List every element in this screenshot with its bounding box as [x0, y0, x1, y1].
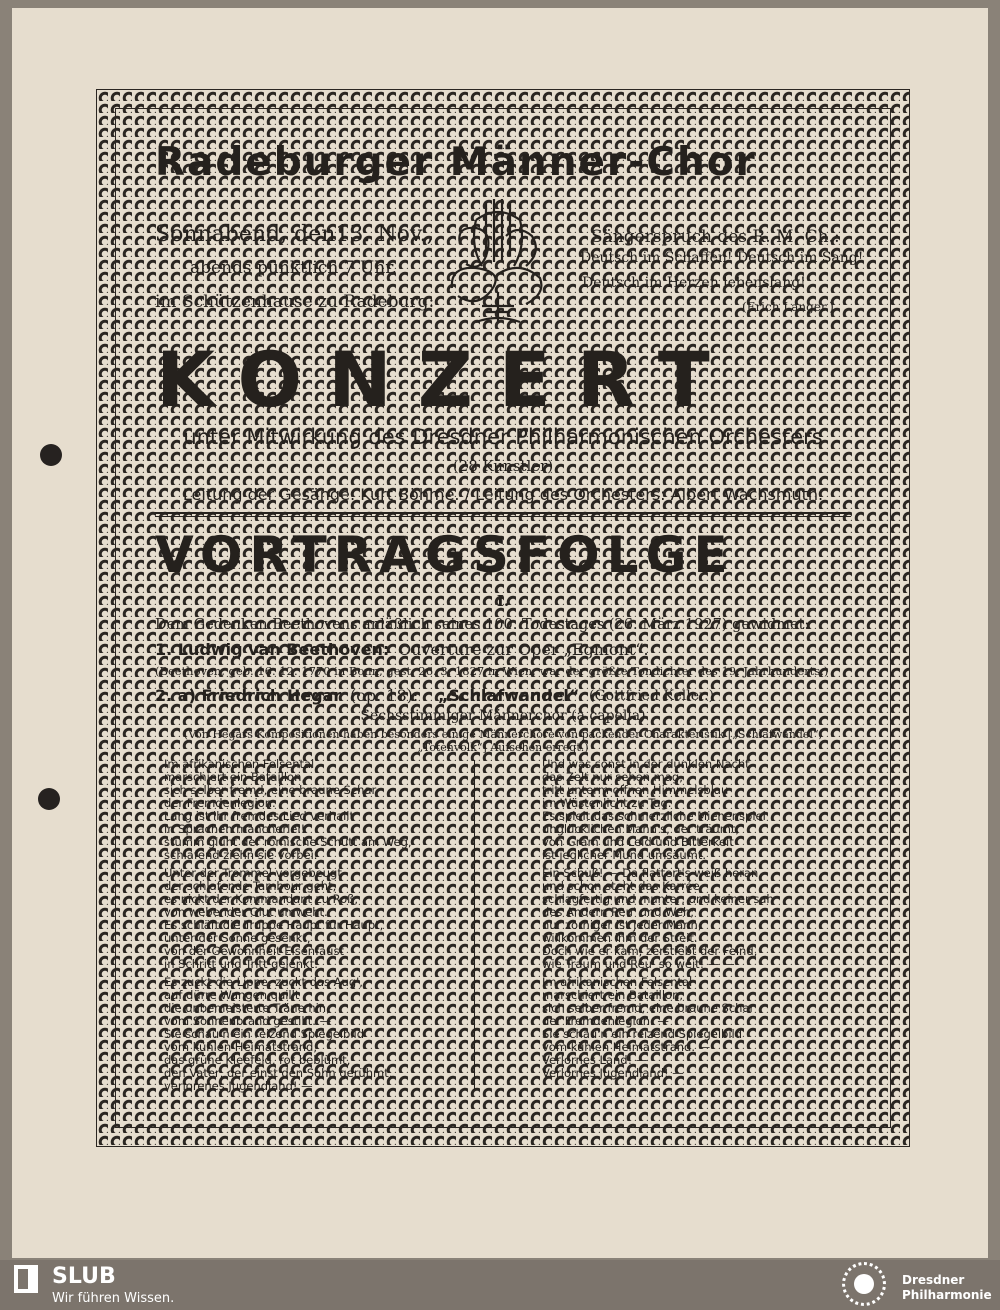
poem-line: Sie schau'n ein reizend Spiegelbild	[164, 1027, 365, 1041]
poem-right-column	[542, 758, 774, 1085]
motto-title: Sängerspruch des R. M.-Ch.:	[591, 227, 840, 247]
poem-line: der Fremdenlegion.	[164, 796, 276, 810]
punch-hole	[40, 444, 62, 466]
poem-line: Sie schau'n ein reizend Spiegelbild	[542, 1027, 743, 1041]
poem-line: vom kühlen Heimatstrand. —	[542, 1040, 711, 1054]
poem-line: Unter der Trommel vorgebeugt	[164, 866, 342, 880]
poem-line: von webender Glut umweht.	[164, 905, 328, 919]
musicians-count: (28 Künstler)	[452, 457, 554, 475]
library-slogan: Wir führen Wissen.	[52, 1291, 175, 1306]
poem-line: stumm glüht der römische Schutt am Weg,	[164, 835, 412, 849]
poem-line: in Sprachen mancherlei!	[164, 822, 306, 836]
punch-hole	[38, 788, 60, 810]
item-2-note-2: „Totenvolk“] Aufsehen erregt.)	[417, 741, 589, 754]
dedication-line: Dem Gedenken Beethovens anläßlich seines 100. Todestages (26. März 1927) gewidmet:	[155, 617, 810, 633]
poem-line: schlagfertig und munter, und keiner sah	[542, 892, 774, 906]
poem-line: unglücklichen Mann's, der träumt,	[542, 822, 740, 836]
concert-heading: KONZERT	[156, 335, 736, 424]
poem-line: vom kühlen Heimatstrand,	[164, 1040, 317, 1054]
poem-line: sich selber fremd, eine braune Schar	[164, 783, 377, 797]
slub-logo-icon	[14, 1265, 38, 1293]
item-1-note: (Beethoven, geb. 16. 12. 1770 in Bonn, gest. 26. 3. 1827 in Wien, war der größte Tondichter des 19. Jahrhunderts.)	[155, 664, 829, 678]
item-2-work: „Schlafwandel“	[438, 686, 580, 705]
poem-line: den Vater, der einst den Sohn gerühmt,	[164, 1066, 393, 1080]
poem-stanza	[542, 758, 774, 862]
poem-line: Ein Schuß! — Da flattert's weiß heran,	[542, 866, 762, 880]
choir-title: Radeburger Männer-Chor	[155, 140, 757, 185]
library-name: SLUB	[52, 1264, 116, 1289]
poem-line: nur zorniger ist jeder Mann,	[542, 918, 702, 932]
poem-line: es nickt der Kommandant zu Roß,	[164, 892, 359, 906]
poem-line: Es spielt das schmerzliche Mienenspiel	[542, 809, 766, 823]
poem-line: Verlornes Jugendland! —	[542, 1066, 684, 1080]
poem-stanza	[164, 976, 412, 1093]
motto-author: (Erich Langer.)	[742, 300, 834, 314]
item-1-title: 1. Ludwig van Beethoven:	[155, 640, 390, 659]
poem-line: marschiert ein Bataillon,	[164, 770, 306, 784]
poem-line: verlorenes Jugendland! —	[164, 1079, 313, 1093]
poem-line: der Fremdenlegion. —	[542, 1014, 669, 1028]
poem-line: des Andern Reu' und Weh;	[542, 905, 695, 919]
poem-line: wie Traum und Reu' so weit! — —	[542, 957, 735, 971]
poem-line: das Zelt nur sehen mag,	[542, 770, 683, 784]
poem-line: im Wüstenlicht zu Tag.	[542, 796, 672, 810]
poem-line: und schon steht das Karrée	[542, 879, 700, 893]
poem-line: Es zuckt die Lippe, zuckt das Aug',	[164, 975, 363, 989]
time-line: abends pünktlich 7 Uhr,	[190, 258, 397, 278]
poem-stanza	[542, 976, 774, 1080]
poem-line: sich selber fremd, eine braune Schar	[542, 1001, 755, 1015]
part-number: I.	[496, 592, 510, 610]
concert-subtitle: unter Mitwirkung des Dresdner Philharmonischen Orchesters	[183, 425, 823, 449]
poem-line: das grüne Kleefeld, rot beblümt,	[164, 1053, 351, 1067]
poem-line: vom Sonnenbrand gestillt. —	[164, 1014, 332, 1028]
item-2-note-1: (Von Hegars Kompositionen haben besonders einige Männerchöre von packender Charakteristik [„Schlafwandel“,	[183, 728, 823, 741]
philharmonie-sun-icon	[842, 1262, 886, 1306]
item-2-poet: (Gottfried Keller.)	[589, 688, 715, 704]
poem-line: der schlafende Tambour geht,	[164, 879, 337, 893]
partner-name-2: Philharmonie	[902, 1288, 992, 1302]
poem-left-column	[164, 758, 412, 1098]
date-line: Sonnabend, den13. Nov.,	[155, 222, 434, 247]
poem-line: ist jeglicher Mund umsäumt.	[542, 848, 707, 862]
poem-line: Es schläft die Truppe Haupt für Haupt,	[164, 918, 384, 932]
poem-line: Lang ist ihr fremdes Lied verhallt	[164, 809, 355, 823]
poem-stanza	[542, 867, 774, 971]
poem-line: willkommen ihm der Streit.	[542, 931, 698, 945]
item-1-work: Ouverture zur Oper „Egmont“.	[398, 640, 649, 659]
poem-column-divider	[474, 760, 475, 1090]
direction-line: Leitung der Gesänge: Kurt Böhme. / Leitung des Orchesters: Albert Wachsmuth.	[182, 485, 824, 504]
item-2-subtitle: Sechsstimmiger Männerchor (à capella)	[360, 708, 646, 724]
poem-line: Und was sonst in der dunklen Nacht	[542, 757, 750, 771]
item-2-opus: (op. 18):	[350, 686, 419, 705]
poem-line: von Gram und Leid und Bitterkeit	[542, 835, 734, 849]
divider-rule	[155, 516, 851, 517]
motto-line-2: Deutsch im Herzen lebenslang!	[582, 275, 806, 291]
partner-name-1: Dresdner	[902, 1273, 965, 1287]
poem-line: tritt unterm offnen Himmelsblau	[542, 783, 729, 797]
poem-line: in Schritt und Tritt gelenkt.	[164, 957, 318, 971]
poem-line: Verlornes Land! —	[542, 1053, 648, 1067]
poem-line: Im afrikanischen Felsental	[542, 975, 693, 989]
motto-line-1: Deutsch im Schaffen! Deutsch im Sang!	[580, 250, 864, 266]
venue-line: im Schützenhause zu Radeburg:	[155, 292, 435, 312]
poem-line: die unbemeisterte Träne hin,	[164, 1001, 330, 1015]
poem-line: schlafend ziehn sie vorbei.	[164, 848, 318, 862]
poem-stanza	[164, 758, 412, 862]
divider-rule	[155, 512, 851, 514]
poem-line: auf dürre Wangen quillt	[164, 988, 300, 1002]
lyre-monogram-icon	[446, 196, 550, 334]
poem-stanza	[164, 867, 412, 971]
poem-line: marschiert ein Bataillon,	[542, 988, 684, 1002]
poem-line: von der Gewohnheit Eisenfaust	[164, 944, 344, 958]
poem-line: Im afrikanischen Felsental	[164, 757, 315, 771]
poem-line: unter der Sonne gesenkt,	[164, 931, 311, 945]
item-2-title: 2. a) Friedrich Hegar	[155, 686, 342, 705]
program-heading: VORTRAGSFOLGE	[155, 526, 735, 584]
poem-line: Doch wie er kam, zerstiebt der Feind,	[542, 944, 758, 958]
